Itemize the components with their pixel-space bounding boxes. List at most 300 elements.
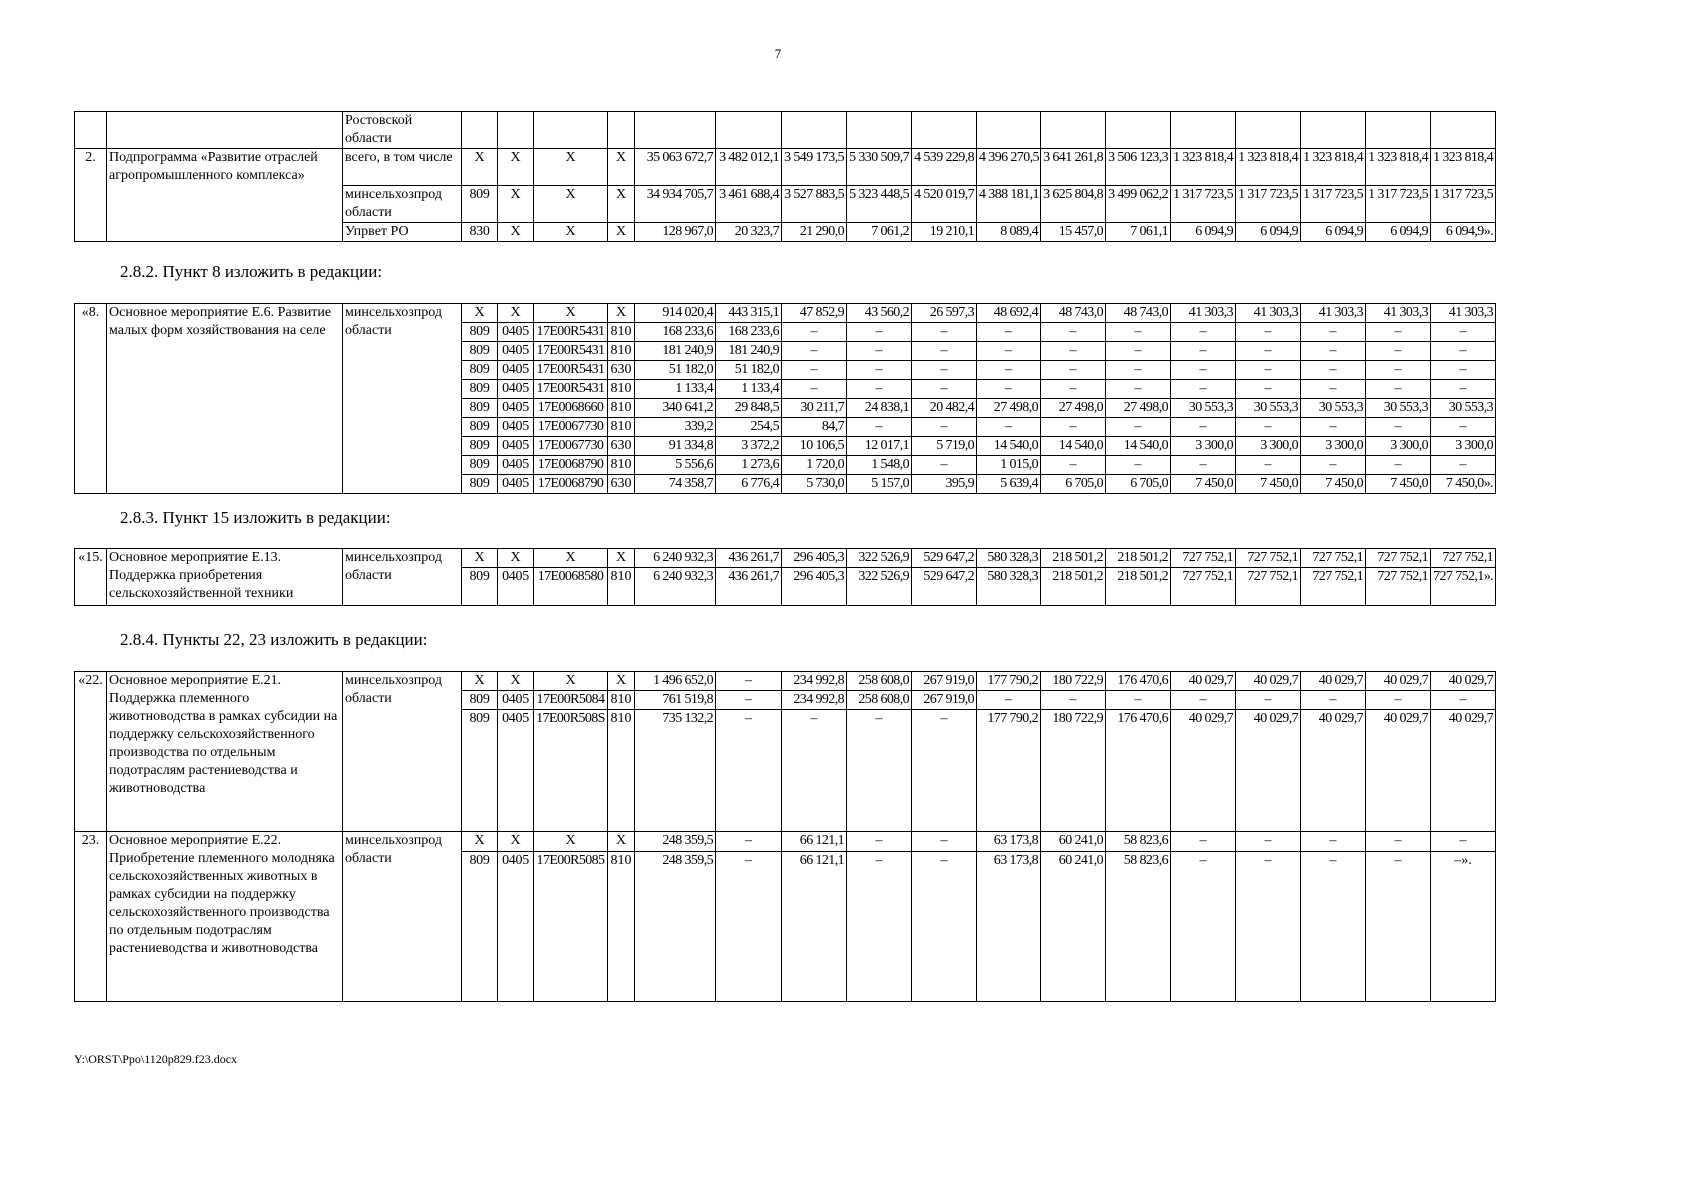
- table-row: [75, 832, 1496, 852]
- amount-cell: –: [1236, 691, 1301, 710]
- target-code-cell: 17Е00R5431: [534, 323, 608, 342]
- amount-cell: 10 106,5: [782, 437, 847, 456]
- amount-cell: –: [1041, 323, 1106, 342]
- amount-cell: –: [1236, 456, 1301, 475]
- amount-cell: 60 241,0: [1041, 832, 1106, 852]
- amount-cell: 27 498,0: [977, 399, 1041, 418]
- expense-code-cell: X: [608, 832, 635, 852]
- empty-cell: [847, 112, 912, 149]
- amount-cell: 47 852,9: [782, 304, 847, 323]
- empty-cell: [635, 112, 716, 149]
- amount-cell: –: [1366, 361, 1431, 380]
- amount-cell: 27 498,0: [1041, 399, 1106, 418]
- amount-cell: –: [1431, 418, 1496, 437]
- amount-cell: –: [716, 672, 782, 691]
- amount-cell: 1 317 723,5: [1431, 186, 1496, 223]
- amount-cell: 63 173,8: [977, 852, 1041, 1002]
- ministry-code-cell: 809: [462, 380, 498, 399]
- amount-cell: –: [1431, 691, 1496, 710]
- amount-cell: –: [716, 852, 782, 1002]
- amount-cell: 234 992,8: [782, 672, 847, 691]
- expense-code-cell: 810: [608, 710, 635, 832]
- amount-cell: 3 372,2: [716, 437, 782, 456]
- amount-cell: 180 722,9: [1041, 710, 1106, 832]
- amount-cell: –: [1431, 456, 1496, 475]
- ministry-code-cell: 809: [462, 710, 498, 832]
- amount-cell: –: [977, 380, 1041, 399]
- target-code-cell: 17Е00R5084: [534, 691, 608, 710]
- heading-item-15: 2.8.3. Пункт 15 изложить в редакции:: [120, 508, 391, 527]
- amount-cell: 3 300,0: [1236, 437, 1301, 456]
- amount-cell: 1 548,0: [847, 456, 912, 475]
- ministry-code-cell: 809: [462, 691, 498, 710]
- amount-cell: 7 450,0».: [1431, 475, 1496, 494]
- section-code-cell: 0405: [498, 691, 534, 710]
- amount-cell: –: [1171, 418, 1236, 437]
- amount-cell: 5 639,4: [977, 475, 1041, 494]
- empty-cell: [462, 112, 498, 149]
- table-row: [75, 149, 1496, 186]
- executor-cell: минсельхозпрод области: [343, 186, 462, 223]
- empty-cell: [1431, 112, 1496, 149]
- measure-name-cell: Основное мероприятие Е.22. Приобретение племенного молодняка сельскохозяйственных животных в рамках субсидии на поддержку сельскохозяйственного производства по отдельным подотраслям растениеводства и животноводства: [107, 832, 343, 1002]
- amount-cell: –: [847, 832, 912, 852]
- amount-cell: 1 496 652,0: [635, 672, 716, 691]
- amount-cell: 3 499 062,2: [1106, 186, 1171, 223]
- amount-cell: 181 240,9: [716, 342, 782, 361]
- amount-cell: –: [1106, 691, 1171, 710]
- amount-cell: 41 303,3: [1171, 304, 1236, 323]
- empty-cell: [608, 112, 635, 149]
- amount-cell: 258 608,0: [847, 691, 912, 710]
- measure-name-cell: Основное мероприятие Е.6. Развитие малых форм хозяйствования на селе: [107, 304, 343, 494]
- amount-cell: 258 608,0: [847, 672, 912, 691]
- expense-code-cell: 630: [608, 437, 635, 456]
- executor-cell: минсельхозпрод области: [343, 832, 462, 1002]
- amount-cell: –: [1366, 691, 1431, 710]
- row-number-cell: «22.: [75, 672, 107, 832]
- amount-cell: 6 094,9: [1366, 223, 1431, 242]
- target-code-cell: 17Е00R5431: [534, 380, 608, 399]
- amount-cell: –: [912, 361, 977, 380]
- amount-cell: 529 647,2: [912, 549, 977, 568]
- expense-code-cell: 810: [608, 380, 635, 399]
- amount-cell: 51 182,0: [635, 361, 716, 380]
- amount-cell: 735 132,2: [635, 710, 716, 832]
- amount-cell: –: [1106, 323, 1171, 342]
- amount-cell: 3 527 883,5: [782, 186, 847, 223]
- measure-name-cell: Основное мероприятие Е.13. Поддержка приобретения сельскохозяйственной техники: [107, 549, 343, 606]
- amount-cell: 6 776,4: [716, 475, 782, 494]
- amount-cell: 66 121,1: [782, 852, 847, 1002]
- section-code-cell: 0405: [498, 418, 534, 437]
- amount-cell: –: [1431, 380, 1496, 399]
- empty-cell: [782, 112, 847, 149]
- amount-cell: –: [1366, 456, 1431, 475]
- amount-cell: 3 461 688,4: [716, 186, 782, 223]
- amount-cell: –: [1041, 342, 1106, 361]
- amount-cell: 6 705,0: [1041, 475, 1106, 494]
- row-number-cell: 2.: [75, 149, 107, 242]
- amount-cell: 180 722,9: [1041, 672, 1106, 691]
- amount-cell: 30 553,3: [1171, 399, 1236, 418]
- section-code-cell: 0405: [498, 380, 534, 399]
- section-code-cell: 0405: [498, 475, 534, 494]
- amount-cell: 529 647,2: [912, 568, 977, 606]
- executor-cell: минсельхозпрод области: [343, 672, 462, 832]
- ministry-code-cell: 809: [462, 418, 498, 437]
- ministry-code-cell: 830: [462, 223, 498, 242]
- amount-cell: 7 450,0: [1366, 475, 1431, 494]
- amount-cell: –: [912, 852, 977, 1002]
- amount-cell: 7 450,0: [1171, 475, 1236, 494]
- target-code-cell: X: [534, 549, 608, 568]
- amount-cell: –: [1041, 361, 1106, 380]
- amount-cell: 7 061,1: [1106, 223, 1171, 242]
- amount-cell: –: [716, 691, 782, 710]
- amount-cell: 322 526,9: [847, 549, 912, 568]
- amount-cell: 218 501,2: [1041, 568, 1106, 606]
- amount-cell: 1 317 723,5: [1236, 186, 1301, 223]
- amount-cell: –: [1106, 361, 1171, 380]
- amount-cell: 30 553,3: [1366, 399, 1431, 418]
- amount-cell: 3 300,0: [1171, 437, 1236, 456]
- amount-cell: 24 838,1: [847, 399, 912, 418]
- amount-cell: 4 539 229,8: [912, 149, 977, 186]
- amount-cell: 727 752,1: [1171, 549, 1236, 568]
- ministry-code-cell: 809: [462, 186, 498, 223]
- amount-cell: 3 482 012,1: [716, 149, 782, 186]
- amount-cell: –: [1366, 323, 1431, 342]
- section-code-cell: 0405: [498, 361, 534, 380]
- table-item-8: [74, 303, 1496, 494]
- amount-cell: 761 519,8: [635, 691, 716, 710]
- amount-cell: 14 540,0: [1106, 437, 1171, 456]
- executor-cell: Упрвет РО: [343, 223, 462, 242]
- amount-cell: 177 790,2: [977, 672, 1041, 691]
- amount-cell: 66 121,1: [782, 832, 847, 852]
- amount-cell: 48 743,0: [1041, 304, 1106, 323]
- table-row: [75, 112, 1496, 149]
- amount-cell: 322 526,9: [847, 568, 912, 606]
- expense-code-cell: 810: [608, 852, 635, 1002]
- amount-cell: 727 752,1: [1236, 568, 1301, 606]
- table-row: [75, 304, 1496, 323]
- amount-cell: 91 334,8: [635, 437, 716, 456]
- expense-code-cell: X: [608, 223, 635, 242]
- amount-cell: 254,5: [716, 418, 782, 437]
- amount-cell: 41 303,3: [1431, 304, 1496, 323]
- amount-cell: 1 273,6: [716, 456, 782, 475]
- amount-cell: –: [1236, 832, 1301, 852]
- ministry-code-cell: 809: [462, 437, 498, 456]
- amount-cell: 7 061,2: [847, 223, 912, 242]
- target-code-cell: X: [534, 186, 608, 223]
- amount-cell: –: [1301, 323, 1366, 342]
- amount-cell: 3 506 123,3: [1106, 149, 1171, 186]
- target-code-cell: 17Е00R508S: [534, 710, 608, 832]
- amount-cell: –: [1236, 361, 1301, 380]
- row-number-cell: «8.: [75, 304, 107, 494]
- amount-cell: 436 261,7: [716, 549, 782, 568]
- amount-cell: 34 934 705,7: [635, 186, 716, 223]
- empty-cell: [1301, 112, 1366, 149]
- empty-cell: [498, 112, 534, 149]
- amount-cell: 40 029,7: [1366, 672, 1431, 691]
- amount-cell: 7 450,0: [1301, 475, 1366, 494]
- amount-cell: –: [782, 380, 847, 399]
- amount-cell: –: [1106, 380, 1171, 399]
- amount-cell: 41 303,3: [1366, 304, 1431, 323]
- amount-cell: –: [1301, 691, 1366, 710]
- section-code-cell: X: [498, 304, 534, 323]
- table-subprogram-2: [74, 111, 1496, 242]
- amount-cell: 6 705,0: [1106, 475, 1171, 494]
- footer-file-path: Y:\ORST\Ppo\1120p829.f23.docx: [74, 1052, 238, 1066]
- amount-cell: 727 752,1: [1366, 568, 1431, 606]
- target-code-cell: 17Е0067730: [534, 418, 608, 437]
- heading-item-8: 2.8.2. Пункт 8 изложить в редакции:: [120, 262, 383, 281]
- target-code-cell: X: [534, 223, 608, 242]
- heading-items-22-23: 2.8.4. Пункты 22, 23 изложить в редакции:: [120, 630, 428, 649]
- amount-cell: 248 359,5: [635, 832, 716, 852]
- amount-cell: 12 017,1: [847, 437, 912, 456]
- amount-cell: 27 498,0: [1106, 399, 1171, 418]
- amount-cell: 21 290,0: [782, 223, 847, 242]
- amount-cell: 41 303,3: [1236, 304, 1301, 323]
- amount-cell: 40 029,7: [1431, 710, 1496, 832]
- amount-cell: 14 540,0: [1041, 437, 1106, 456]
- amount-cell: 40 029,7: [1301, 672, 1366, 691]
- amount-cell: –: [912, 418, 977, 437]
- executor-cell: минсельхозпрод области: [343, 549, 462, 606]
- amount-cell: –: [977, 342, 1041, 361]
- amount-cell: –: [716, 832, 782, 852]
- amount-cell: –: [977, 691, 1041, 710]
- amount-cell: –: [912, 323, 977, 342]
- amount-cell: 443 315,1: [716, 304, 782, 323]
- expense-code-cell: X: [608, 186, 635, 223]
- section-code-cell: 0405: [498, 399, 534, 418]
- amount-cell: 1 015,0: [977, 456, 1041, 475]
- amount-cell: 176 470,6: [1106, 672, 1171, 691]
- amount-cell: 1 133,4: [716, 380, 782, 399]
- amount-cell: 5 157,0: [847, 475, 912, 494]
- target-code-cell: 17Е0067730: [534, 437, 608, 456]
- target-code-cell: 17Е0068580: [534, 568, 608, 606]
- amount-cell: –: [1171, 342, 1236, 361]
- amount-cell: –: [1431, 361, 1496, 380]
- amount-cell: –: [1366, 418, 1431, 437]
- amount-cell: 30 553,3: [1431, 399, 1496, 418]
- amount-cell: –: [1041, 691, 1106, 710]
- section-code-cell: 0405: [498, 852, 534, 1002]
- ministry-code-cell: X: [462, 304, 498, 323]
- amount-cell: 15 457,0: [1041, 223, 1106, 242]
- amount-cell: –: [1236, 323, 1301, 342]
- amount-cell: 40 029,7: [1366, 710, 1431, 832]
- section-code-cell: 0405: [498, 710, 534, 832]
- amount-cell: 43 560,2: [847, 304, 912, 323]
- amount-cell: –: [847, 323, 912, 342]
- amount-cell: 218 501,2: [1106, 549, 1171, 568]
- amount-cell: –: [847, 710, 912, 832]
- section-code-cell: 0405: [498, 456, 534, 475]
- amount-cell: –: [1106, 342, 1171, 361]
- expense-code-cell: X: [608, 149, 635, 186]
- amount-cell: 727 752,1: [1236, 549, 1301, 568]
- amount-cell: –: [1171, 323, 1236, 342]
- amount-cell: 168 233,6: [635, 323, 716, 342]
- amount-cell: 41 303,3: [1301, 304, 1366, 323]
- amount-cell: –: [912, 832, 977, 852]
- amount-cell: 727 752,1: [1301, 549, 1366, 568]
- amount-cell: 6 094,9: [1301, 223, 1366, 242]
- executor-cell: Ростовской области: [343, 112, 462, 149]
- amount-cell: 267 919,0: [912, 672, 977, 691]
- target-code-cell: 17Е00R5431: [534, 361, 608, 380]
- amount-cell: 580 328,3: [977, 549, 1041, 568]
- section-code-cell: X: [498, 223, 534, 242]
- amount-cell: 1 323 818,4: [1366, 149, 1431, 186]
- amount-cell: 40 029,7: [1171, 710, 1236, 832]
- amount-cell: 128 967,0: [635, 223, 716, 242]
- amount-cell: –: [1301, 852, 1366, 1002]
- amount-cell: 35 063 672,7: [635, 149, 716, 186]
- amount-cell: –: [782, 710, 847, 832]
- amount-cell: 3 625 804,8: [1041, 186, 1106, 223]
- table-row: [75, 672, 1496, 691]
- amount-cell: 60 241,0: [1041, 852, 1106, 1002]
- amount-cell: –: [912, 342, 977, 361]
- amount-cell: –: [912, 456, 977, 475]
- empty-cell: [1366, 112, 1431, 149]
- amount-cell: 177 790,2: [977, 710, 1041, 832]
- section-code-cell: 0405: [498, 568, 534, 606]
- amount-cell: –: [1171, 361, 1236, 380]
- amount-cell: –: [1301, 418, 1366, 437]
- amount-cell: –: [1171, 380, 1236, 399]
- amount-cell: 727 752,1: [1431, 549, 1496, 568]
- expense-code-cell: X: [608, 549, 635, 568]
- expense-code-cell: X: [608, 672, 635, 691]
- ministry-code-cell: 809: [462, 568, 498, 606]
- amount-cell: 5 730,0: [782, 475, 847, 494]
- program-name-cell: Подпрограмма «Развитие отраслей агропромышленного комплекса»: [107, 149, 343, 242]
- amount-cell: 40 029,7: [1236, 710, 1301, 832]
- row-number-cell: [75, 112, 107, 149]
- amount-cell: –: [1301, 832, 1366, 852]
- amount-cell: –: [1171, 832, 1236, 852]
- amount-cell: –: [716, 710, 782, 832]
- amount-cell: 1 323 818,4: [1301, 149, 1366, 186]
- empty-cell: [1171, 112, 1236, 149]
- amount-cell: 40 029,7: [1301, 710, 1366, 832]
- amount-cell: 29 848,5: [716, 399, 782, 418]
- amount-cell: –: [1301, 342, 1366, 361]
- expense-code-cell: 810: [608, 399, 635, 418]
- section-code-cell: X: [498, 149, 534, 186]
- amount-cell: –: [1366, 832, 1431, 852]
- amount-cell: –: [977, 418, 1041, 437]
- amount-cell: –: [1106, 418, 1171, 437]
- amount-cell: 6 094,9: [1171, 223, 1236, 242]
- amount-cell: 5 556,6: [635, 456, 716, 475]
- amount-cell: –: [847, 342, 912, 361]
- amount-cell: 6 240 932,3: [635, 568, 716, 606]
- ministry-code-cell: 809: [462, 852, 498, 1002]
- ministry-code-cell: 809: [462, 399, 498, 418]
- expense-code-cell: 810: [608, 418, 635, 437]
- amount-cell: 580 328,3: [977, 568, 1041, 606]
- amount-cell: 48 692,4: [977, 304, 1041, 323]
- expense-code-cell: X: [608, 304, 635, 323]
- ministry-code-cell: X: [462, 549, 498, 568]
- amount-cell: 6 094,9: [1236, 223, 1301, 242]
- amount-cell: –: [782, 342, 847, 361]
- section-code-cell: 0405: [498, 437, 534, 456]
- amount-cell: –: [1236, 342, 1301, 361]
- amount-cell: 340 641,2: [635, 399, 716, 418]
- expense-code-cell: 810: [608, 456, 635, 475]
- amount-cell: 20 482,4: [912, 399, 977, 418]
- ministry-code-cell: 809: [462, 342, 498, 361]
- amount-cell: –: [1301, 456, 1366, 475]
- amount-cell: 5 330 509,7: [847, 149, 912, 186]
- amount-cell: 6 240 932,3: [635, 549, 716, 568]
- amount-cell: 4 396 270,5: [977, 149, 1041, 186]
- target-code-cell: 17Е00R5431: [534, 342, 608, 361]
- amount-cell: –: [1301, 361, 1366, 380]
- amount-cell: –: [1041, 456, 1106, 475]
- empty-cell: [716, 112, 782, 149]
- empty-cell: [1236, 112, 1301, 149]
- amount-cell: 3 549 173,5: [782, 149, 847, 186]
- amount-cell: 727 752,1: [1366, 549, 1431, 568]
- section-code-cell: X: [498, 672, 534, 691]
- ministry-code-cell: X: [462, 149, 498, 186]
- amount-cell: 3 641 261,8: [1041, 149, 1106, 186]
- table-item-15: [74, 548, 1496, 606]
- section-code-cell: 0405: [498, 342, 534, 361]
- amount-cell: –: [1431, 342, 1496, 361]
- amount-cell: –: [1106, 456, 1171, 475]
- amount-cell: 19 210,1: [912, 223, 977, 242]
- amount-cell: 914 020,4: [635, 304, 716, 323]
- amount-cell: 234 992,8: [782, 691, 847, 710]
- expense-code-cell: 810: [608, 323, 635, 342]
- amount-cell: 51 182,0: [716, 361, 782, 380]
- amount-cell: 30 553,3: [1301, 399, 1366, 418]
- amount-cell: 48 743,0: [1106, 304, 1171, 323]
- amount-cell: 40 029,7: [1236, 672, 1301, 691]
- expense-code-cell: 630: [608, 475, 635, 494]
- executor-cell: всего, в том числе: [343, 149, 462, 186]
- program-name-cell: [107, 112, 343, 149]
- section-code-cell: X: [498, 186, 534, 223]
- amount-cell: –: [977, 361, 1041, 380]
- table-items-22-23: [74, 671, 1496, 1002]
- amount-cell: –: [912, 380, 977, 399]
- amount-cell: –: [782, 323, 847, 342]
- empty-cell: [912, 112, 977, 149]
- expense-code-cell: 810: [608, 342, 635, 361]
- table-row: [75, 549, 1496, 568]
- amount-cell: 63 173,8: [977, 832, 1041, 852]
- amount-cell: 6 094,9».: [1431, 223, 1496, 242]
- amount-cell: –: [912, 710, 977, 832]
- amount-cell: 339,2: [635, 418, 716, 437]
